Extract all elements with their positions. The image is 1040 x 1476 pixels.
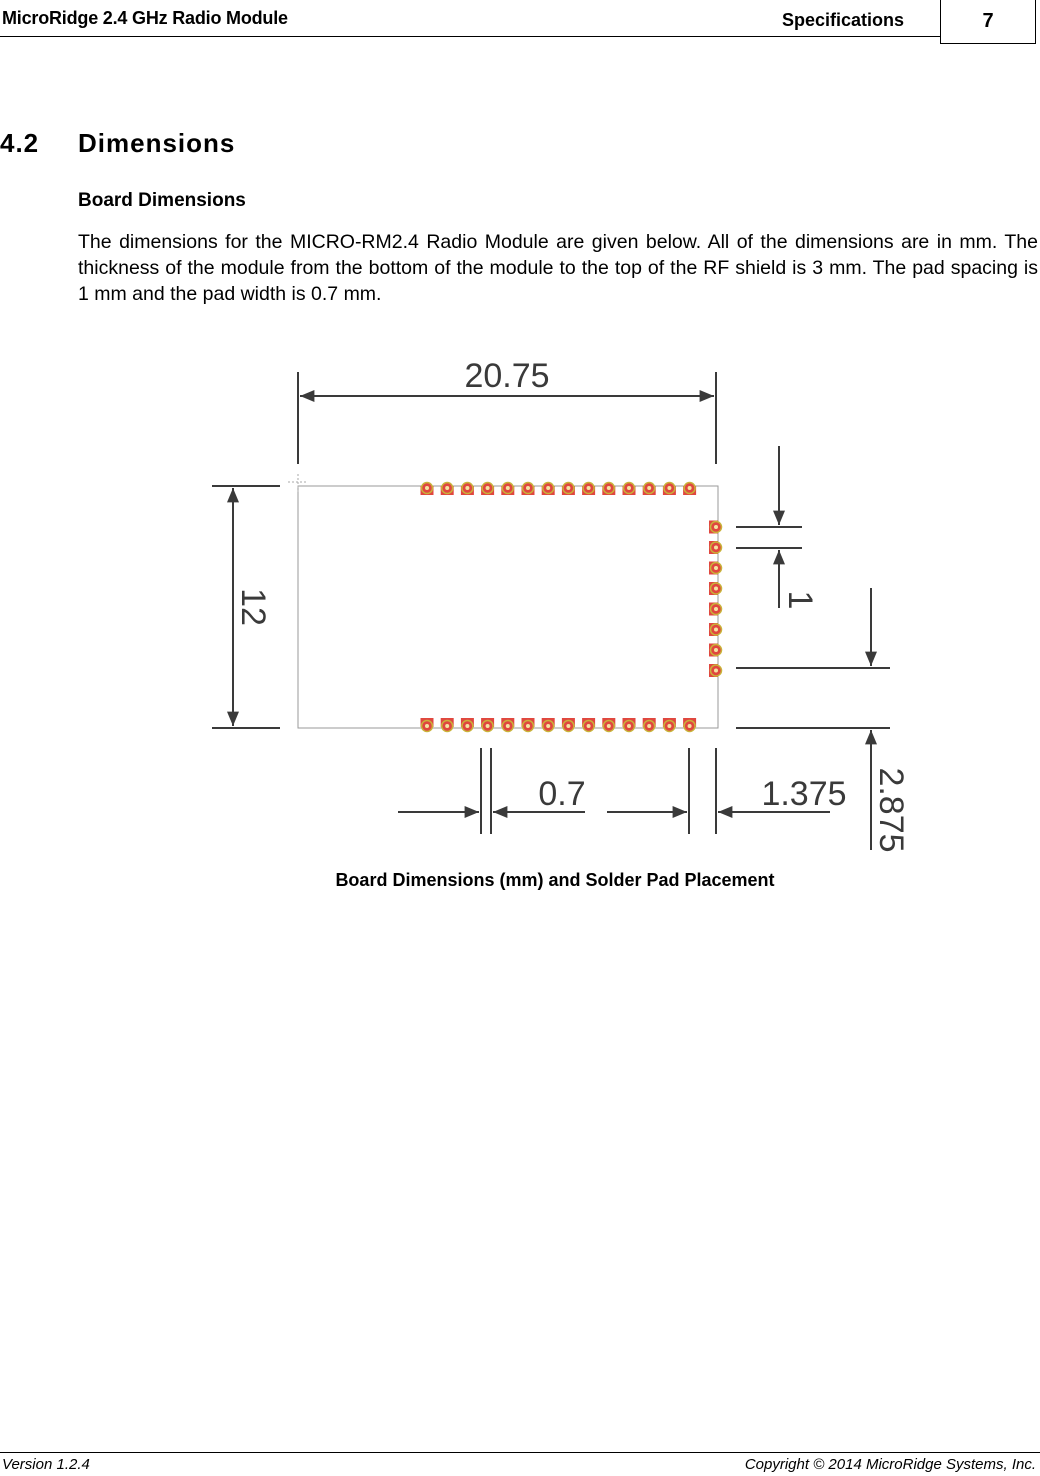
footer-version: Version 1.2.4 <box>2 1456 90 1473</box>
side-solder-pad <box>709 644 722 657</box>
bottom-solder-pad <box>421 718 434 732</box>
bottom-solder-pad <box>643 718 656 732</box>
pad-spacing-label: 1 <box>781 590 819 610</box>
top-solder-pad <box>501 483 514 496</box>
bottom-solder-pad <box>602 718 615 732</box>
top-solder-pad <box>481 483 494 496</box>
document-header-title: MicroRidge 2.4 GHz Radio Module <box>2 8 288 28</box>
top-solder-pad <box>542 483 555 496</box>
top-solder-pad <box>683 483 696 496</box>
top-solder-pad <box>562 483 575 496</box>
bottom-solder-pad <box>623 718 636 732</box>
side-solder-pad <box>709 582 722 595</box>
bottom-solder-pad <box>683 718 696 732</box>
top-solder-pad <box>623 483 636 496</box>
subsection-heading: Board Dimensions <box>78 190 246 211</box>
document-header-section: Specifications <box>782 10 905 30</box>
bottom-solder-pad <box>481 718 494 732</box>
side-solder-pad <box>709 603 722 616</box>
top-solder-pad <box>441 483 454 496</box>
bottom-solder-pad <box>582 718 595 732</box>
side-solder-pad <box>709 521 722 534</box>
bottom-solder-pad <box>501 718 514 732</box>
pad-offset-label: 1.375 <box>761 775 847 813</box>
figure-caption: Board Dimensions (mm) and Solder Pad Placement <box>335 870 775 890</box>
top-solder-pad <box>663 483 676 496</box>
section-title: Dimensions <box>78 128 236 158</box>
side-solder-pad <box>709 664 722 677</box>
footer-divider <box>0 1452 1040 1453</box>
side-solder-pad <box>709 562 722 575</box>
top-solder-pad <box>602 483 615 496</box>
board-outline <box>298 486 718 728</box>
section-number: 4.2 <box>0 128 40 158</box>
top-solder-pad <box>582 483 595 496</box>
top-solder-pad <box>522 483 535 496</box>
top-solder-pad <box>643 483 656 496</box>
bottom-solder-pad <box>542 718 555 732</box>
body-paragraph: The dimensions for the MICRO-RM2.4 Radio Module are given below. All of the dimensions are in mm. The thickness of the module from the bottom of the module to the top of the RF shield is 3 mm. The pad spacing is 1 mm and the pad width is 0.7 mm. <box>78 231 1038 305</box>
side-solder-pads <box>709 521 722 678</box>
width-label: 20.75 <box>464 357 550 395</box>
top-solder-pads <box>421 483 697 496</box>
bottom-solder-pad <box>441 718 454 732</box>
bottom-solder-pad <box>461 718 474 732</box>
footer-copyright: Copyright © 2014 MicroRidge Systems, Inc. <box>744 1456 1036 1473</box>
height-label: 12 <box>234 588 272 626</box>
bottom-solder-pad <box>663 718 676 732</box>
page-number: 7 <box>940 0 1036 44</box>
bottom-solder-pads <box>421 718 697 732</box>
top-solder-pad <box>461 483 474 496</box>
top-solder-pad <box>421 483 434 496</box>
pad-width-label: 0.7 <box>538 775 586 813</box>
bottom-solder-pad <box>522 718 535 732</box>
side-solder-pad <box>709 623 722 636</box>
bottom-solder-pad <box>562 718 575 732</box>
side-solder-pad <box>709 541 722 554</box>
side-offset-label: 2.875 <box>872 767 910 853</box>
pad-spacing-dimension <box>736 446 802 608</box>
